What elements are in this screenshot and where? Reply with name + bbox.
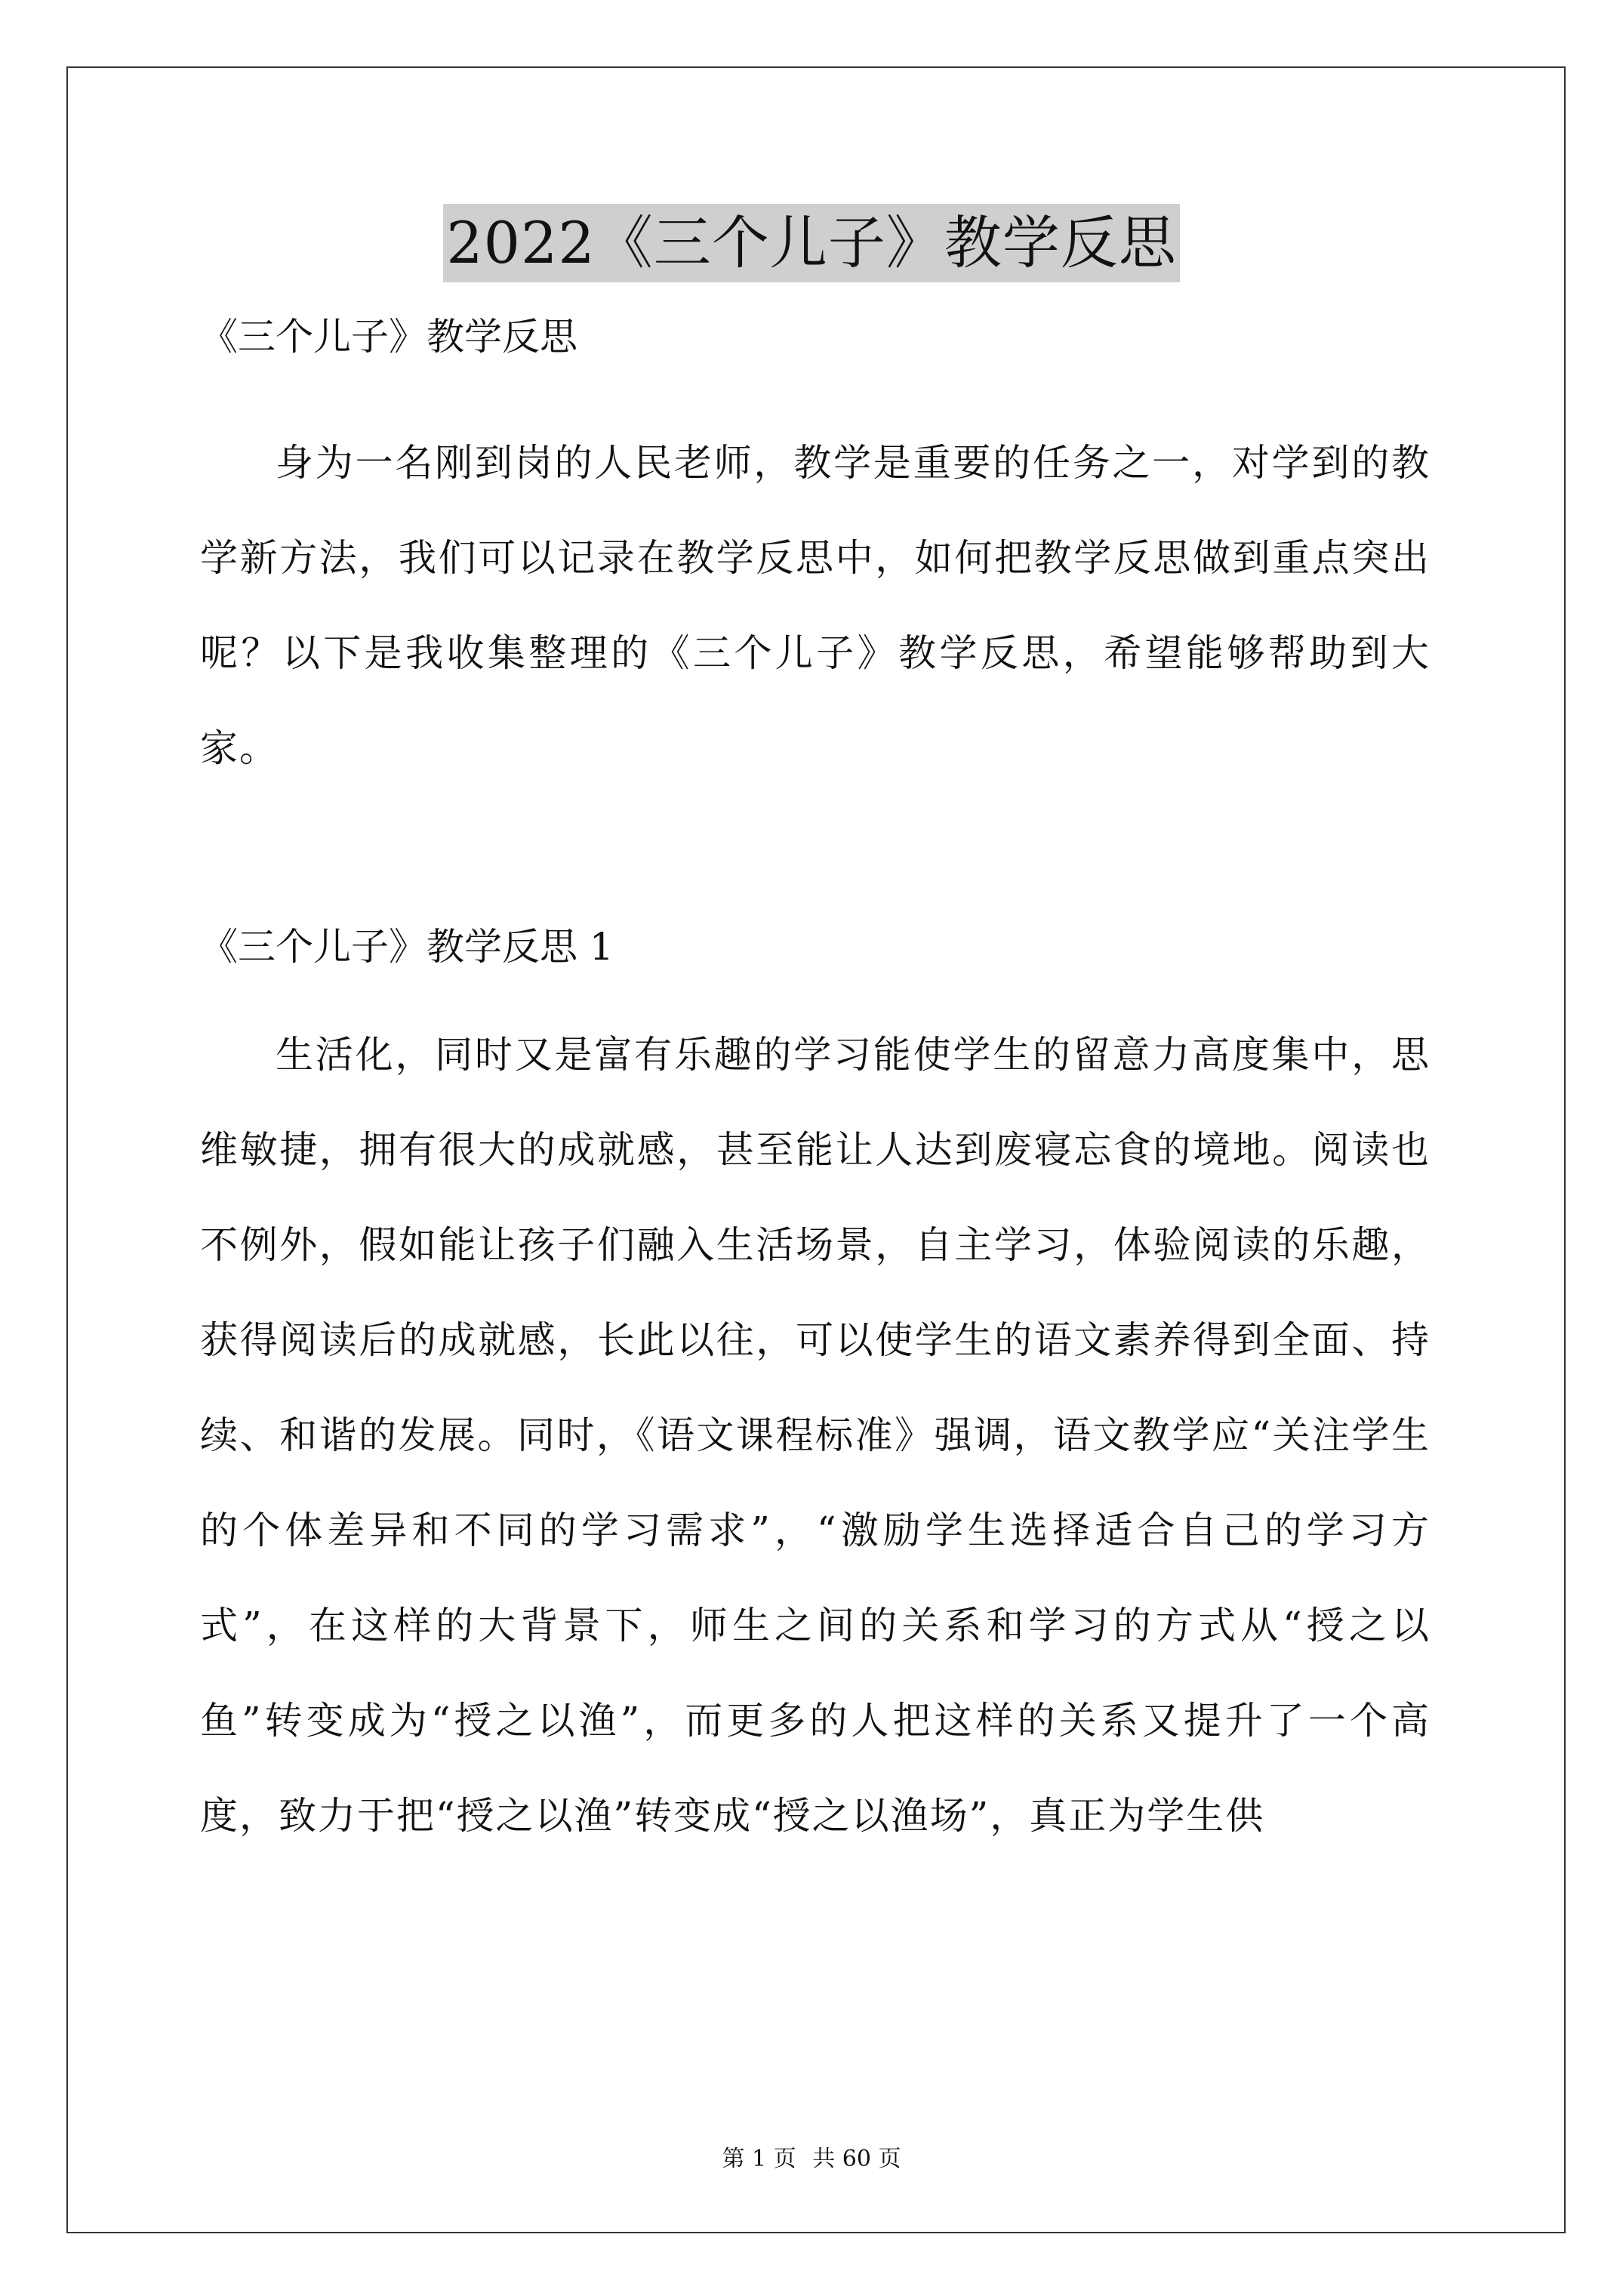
section-heading: 《三个儿子》教学反思 bbox=[200, 315, 577, 359]
section-heading: 《三个儿子》教学反思 1 bbox=[200, 925, 614, 969]
page-footer bbox=[0, 2144, 1623, 2174]
document-title: 2022《三个儿子》教学反思 bbox=[443, 204, 1179, 282]
title-container bbox=[0, 204, 1623, 282]
document-body bbox=[200, 307, 1431, 1863]
page-number: 第 1 页 bbox=[722, 2146, 796, 2172]
section-paragraph: 身为一名刚到岗的人民老师，教学是重要的任务之一，对学到的教学新方法，我们可以记录在教学反思中，如何把教学反思做到重点突出呢？以下是我收集整理的《三个儿子》教学反思，希望能够帮助到大家。 bbox=[200, 441, 1431, 770]
section-paragraph: 生活化，同时又是富有乐趣的学习能使学生的留意力高度集中，思维敏捷，拥有很大的成就感，甚至能让人达到废寝忘食的境地。阅读也不例外，假如能让孩子们融入生活场景，自主学习，体验阅读的乐趣，获得阅读后的成就感，长此以往，可以使学生的语文素养得到全面、持续、和谐的发展。同时，《语文课程标准》强调，语文教学应“关注学生的个体差异和不同的学习需求”，“激励学生选择适合自己的学习方式”，在这样的大背景下，师生之间的关系和学习的方式从“授之以鱼”转变成为“授之以渔”，而更多的人把这样的关系又提升了一个高度，致力于把“授之以渔”转变成“授之以渔场”，真正为学生供 bbox=[200, 1033, 1431, 1838]
page-total: 共 60 页 bbox=[812, 2146, 901, 2172]
